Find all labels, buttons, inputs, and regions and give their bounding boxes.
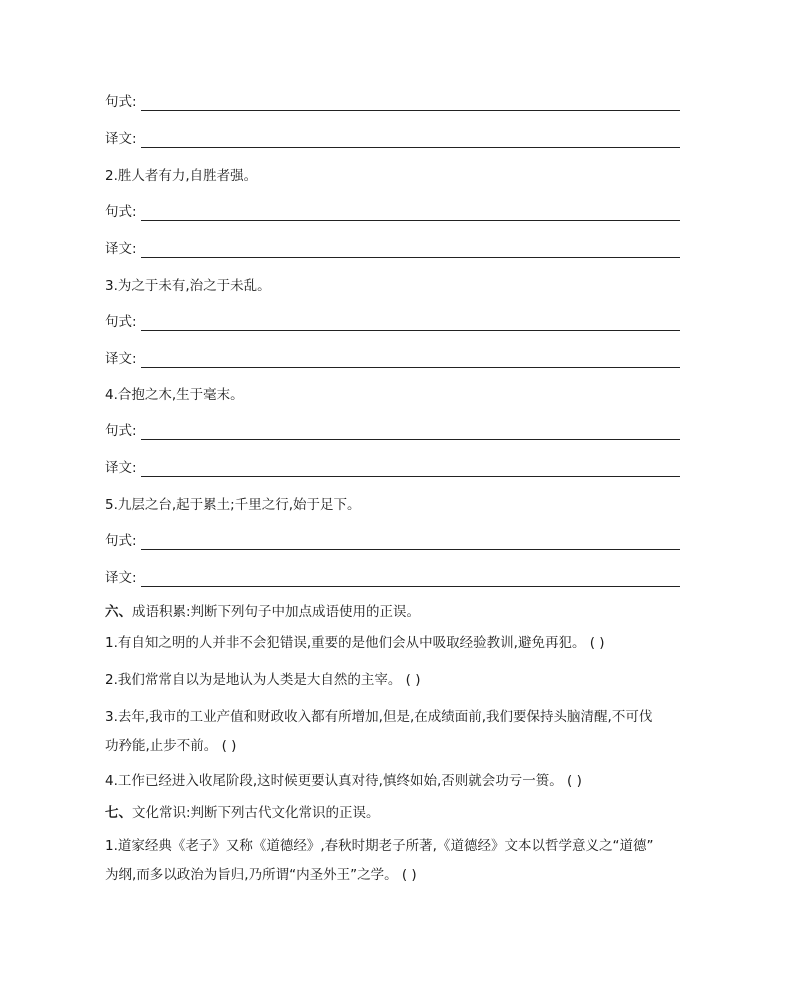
- pattern-label: 句式:: [105, 204, 137, 220]
- sentence-2: 2.胜人者有力,自胜者强。: [105, 168, 258, 184]
- pattern-row-3: [105, 313, 680, 331]
- section-6-item-3-line-1: 3.去年,我市的工业产值和财政收入都有所增加,但是,在成绩面前,我们要保持头脑清醒,不可伐: [105, 709, 653, 725]
- answer-blank[interactable]: [141, 549, 680, 550]
- pattern-label: 句式:: [105, 94, 137, 110]
- answer-blank[interactable]: [141, 439, 680, 440]
- translation-row-5: [105, 569, 680, 587]
- section-7-heading: [105, 804, 380, 822]
- section-6-number: 六、: [105, 604, 132, 620]
- translation-label: 译文:: [105, 131, 137, 147]
- answer-blank[interactable]: [141, 330, 680, 331]
- answer-blank[interactable]: [141, 110, 680, 111]
- translation-row-1: [105, 130, 680, 148]
- sentence-5: 5.九层之台,起于累土;千里之行,始于足下。: [105, 497, 361, 513]
- answer-blank[interactable]: [141, 586, 680, 587]
- answer-blank[interactable]: [141, 220, 680, 221]
- section-6-item-3-line-2: 功矜能,止步不前。 ( ): [105, 738, 237, 754]
- section-6-item-2: 2.我们常常自以为是地认为人类是大自然的主宰。 ( ): [105, 672, 421, 688]
- translation-label: 译文:: [105, 241, 137, 257]
- section-7-title: 文化常识:判断下列古代文化常识的正误。: [132, 805, 380, 821]
- answer-blank[interactable]: [141, 367, 680, 368]
- section-7-number: 七、: [105, 805, 132, 821]
- translation-row-3: [105, 350, 680, 368]
- pattern-label: 句式:: [105, 423, 137, 439]
- translation-label: 译文:: [105, 351, 137, 367]
- pattern-label: 句式:: [105, 314, 137, 330]
- pattern-row-5: [105, 532, 680, 550]
- section-7-item-1-line-1: 1.道家经典《老子》又称《道德经》,春秋时期老子所著,《道德经》文本以哲学意义之“道德”: [105, 838, 654, 854]
- section-7-item-1-line-2: 为纲,而多以政治为旨归,乃所谓“内圣外王”之学。 ( ): [105, 867, 417, 883]
- section-6-heading: [105, 603, 420, 621]
- section-6-item-4: 4.工作已经进入收尾阶段,这时候更要认真对待,慎终如始,否则就会功亏一篑。 ( ): [105, 773, 582, 789]
- translation-row-2: [105, 240, 680, 258]
- translation-row-4: [105, 459, 680, 477]
- answer-blank[interactable]: [141, 257, 680, 258]
- pattern-label: 句式:: [105, 533, 137, 549]
- answer-blank[interactable]: [141, 147, 680, 148]
- translation-label: 译文:: [105, 570, 137, 586]
- section-6-item-1: 1.有自知之明的人并非不会犯错误,重要的是他们会从中吸取经验教训,避免再犯。 ( ): [105, 635, 605, 651]
- pattern-row-1: [105, 93, 680, 111]
- section-6-title: 成语积累:判断下列句子中加点成语使用的正误。: [132, 604, 421, 620]
- pattern-row-2: [105, 203, 680, 221]
- answer-blank[interactable]: [141, 476, 680, 477]
- pattern-row-4: [105, 422, 680, 440]
- sentence-4: 4.合抱之木,生于毫末。: [105, 387, 244, 403]
- translation-label: 译文:: [105, 460, 137, 476]
- sentence-3: 3.为之于未有,治之于未乱。: [105, 278, 271, 294]
